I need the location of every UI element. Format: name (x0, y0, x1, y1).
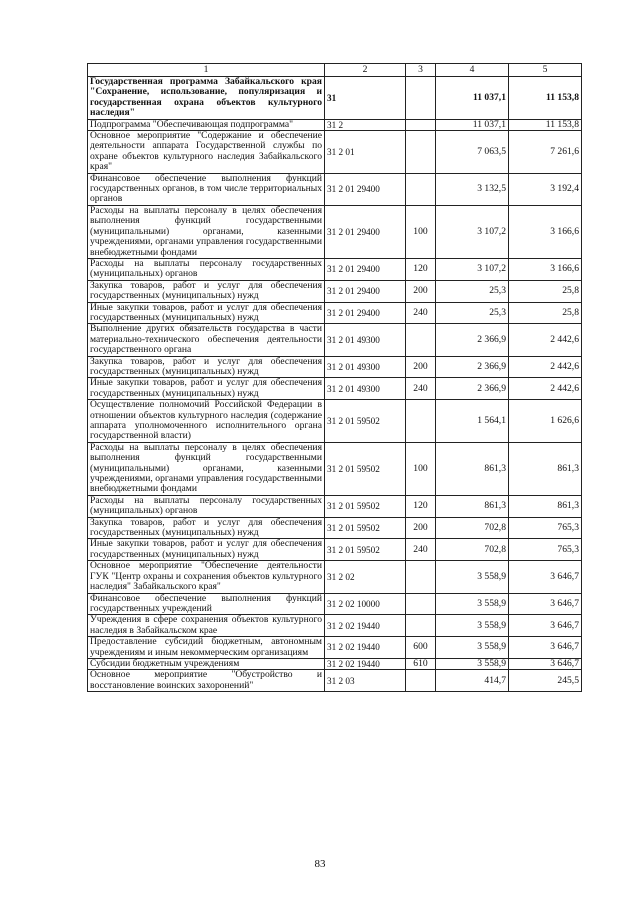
row-value-col4: 861,3 (436, 442, 509, 495)
row-expense-type (406, 561, 436, 593)
row-expense-type: 240 (406, 539, 436, 561)
row-expense-type: 600 (406, 637, 436, 659)
budget-table-body (88, 64, 582, 692)
row-value-col4: 861,3 (436, 495, 509, 517)
row-name: Расходы на выплаты персоналу в целях обеспечения выполнения функций государственными (муниципальными) органами, казенными учреждениями, органами управления государственными внебюджетными фондами (88, 205, 325, 258)
row-name: Иные закупки товаров, работ и услуг для обеспечения государственных (муниципальных) нужд (88, 539, 325, 561)
row-name: Подпрограмма "Обеспечивающая подпрограмма" (88, 119, 325, 130)
row-name: Расходы на выплаты персоналу государственных (муниципальных) органов (88, 258, 325, 280)
row-name: Выполнение других обязательств государства в части материально-технического обеспечения деятельности государственного органа (88, 324, 325, 356)
table-row (88, 637, 582, 659)
table-row (88, 670, 582, 692)
column-number-4: 4 (436, 64, 509, 77)
row-name: Основное мероприятие "Обеспечение деятельности ГУК "Центр охраны и сохранения объектов культурного наследия" Забайкальского края" (88, 561, 325, 593)
table-row (88, 324, 582, 356)
row-name: Закупка товаров, работ и услуг для обеспечения государственных (муниципальных) нужд (88, 280, 325, 302)
row-value-col5: 11 153,8 (509, 119, 582, 130)
row-value-col5: 3 646,7 (509, 658, 582, 669)
row-value-col4: 11 037,1 (436, 77, 509, 120)
row-value-col4: 25,3 (436, 280, 509, 302)
row-value-col4: 3 558,9 (436, 561, 509, 593)
table-row (88, 280, 582, 302)
row-expense-type: 610 (406, 658, 436, 669)
row-value-col5: 2 442,6 (509, 324, 582, 356)
table-row (88, 615, 582, 637)
row-value-col4: 2 366,9 (436, 356, 509, 378)
column-number-row (88, 64, 582, 77)
table-row (88, 400, 582, 443)
row-expense-type (406, 400, 436, 443)
row-name: Расходы на выплаты персоналу в целях обеспечения выполнения функций государственными (муниципальными) органами, казенными учреждениями, органами управления государственными внебюджетными фондами (88, 442, 325, 495)
row-value-col5: 1 626,6 (509, 400, 582, 443)
row-value-col5: 245,5 (509, 670, 582, 692)
row-code: 31 2 02 19440 (325, 615, 406, 637)
row-code: 31 2 01 59502 (325, 495, 406, 517)
table-row (88, 302, 582, 324)
row-code: 31 2 01 59502 (325, 442, 406, 495)
table-row (88, 205, 582, 258)
row-expense-type (406, 119, 436, 130)
row-code: 31 2 01 29400 (325, 280, 406, 302)
row-value-col5: 2 442,6 (509, 378, 582, 400)
row-name: Закупка товаров, работ и услуг для обеспечения государственных (муниципальных) нужд (88, 517, 325, 539)
row-name: Иные закупки товаров, работ и услуг для обеспечения государственных (муниципальных) нужд (88, 302, 325, 324)
row-value-col4: 702,8 (436, 517, 509, 539)
row-code: 31 2 02 19440 (325, 637, 406, 659)
row-value-col5: 765,3 (509, 539, 582, 561)
row-code: 31 2 01 (325, 131, 406, 174)
row-expense-type (406, 615, 436, 637)
row-value-col5: 3 192,4 (509, 173, 582, 205)
row-value-col5: 3 166,6 (509, 258, 582, 280)
row-code: 31 2 03 (325, 670, 406, 692)
row-name: Основное мероприятие "Обустройство и восстановление воинских захоронений" (88, 670, 325, 692)
table-row (88, 77, 582, 120)
row-name: Осуществление полномочий Российской Федерации в отношении объектов культурного наследия (содержание аппарата уполномоченного исполнительного органа государственной власти) (88, 400, 325, 443)
row-value-col4: 3 107,2 (436, 258, 509, 280)
row-value-col5: 3 646,7 (509, 637, 582, 659)
row-value-col5: 3 646,7 (509, 593, 582, 615)
row-expense-type: 240 (406, 302, 436, 324)
row-value-col4: 2 366,9 (436, 324, 509, 356)
row-value-col5: 25,8 (509, 302, 582, 324)
row-expense-type: 100 (406, 442, 436, 495)
row-value-col4: 3 558,9 (436, 593, 509, 615)
column-number-5: 5 (509, 64, 582, 77)
row-expense-type (406, 77, 436, 120)
row-value-col5: 11 153,8 (509, 77, 582, 120)
row-code: 31 2 02 (325, 561, 406, 593)
row-code: 31 2 02 19440 (325, 658, 406, 669)
row-value-col4: 3 132,5 (436, 173, 509, 205)
row-expense-type (406, 670, 436, 692)
row-expense-type: 240 (406, 378, 436, 400)
table-row (88, 173, 582, 205)
row-expense-type: 200 (406, 280, 436, 302)
row-code: 31 2 01 29400 (325, 205, 406, 258)
row-value-col4: 7 063,5 (436, 131, 509, 174)
row-value-col4: 702,8 (436, 539, 509, 561)
row-expense-type: 200 (406, 356, 436, 378)
row-value-col5: 3 646,7 (509, 561, 582, 593)
row-value-col5: 7 261,6 (509, 131, 582, 174)
row-code: 31 2 01 59502 (325, 539, 406, 561)
row-value-col5: 861,3 (509, 495, 582, 517)
row-code: 31 2 01 49300 (325, 356, 406, 378)
table-row (88, 593, 582, 615)
row-value-col4: 11 037,1 (436, 119, 509, 130)
row-value-col4: 1 564,1 (436, 400, 509, 443)
row-name: Иные закупки товаров, работ и услуг для обеспечения государственных (муниципальных) нужд (88, 378, 325, 400)
row-value-col5: 861,3 (509, 442, 582, 495)
row-code: 31 2 01 59502 (325, 517, 406, 539)
row-code: 31 2 (325, 119, 406, 130)
row-expense-type: 120 (406, 258, 436, 280)
row-name: Учреждения в сфере сохранения объектов культурного наследия в Забайкальском крае (88, 615, 325, 637)
row-name: Государственная программа Забайкальского края "Сохранение, использование, популяризация и государственная охрана объектов культурного наследия" (88, 77, 325, 120)
row-expense-type (406, 131, 436, 174)
row-expense-type: 120 (406, 495, 436, 517)
table-row (88, 258, 582, 280)
table-row (88, 539, 582, 561)
column-number-1: 1 (88, 64, 325, 77)
column-number-2: 2 (325, 64, 406, 77)
row-value-col5: 3 166,6 (509, 205, 582, 258)
table-row (88, 356, 582, 378)
row-value-col4: 2 366,9 (436, 378, 509, 400)
row-value-col4: 3 558,9 (436, 658, 509, 669)
row-code: 31 2 01 49300 (325, 378, 406, 400)
row-value-col4: 25,3 (436, 302, 509, 324)
budget-table (87, 63, 582, 692)
table-row (88, 378, 582, 400)
row-name: Основное мероприятие "Содержание и обеспечение деятельности аппарата Государственной службы по охране объектов культурного наследия Забайкальского края" (88, 131, 325, 174)
row-name: Закупка товаров, работ и услуг для обеспечения государственных (муниципальных) нужд (88, 356, 325, 378)
table-row (88, 119, 582, 130)
row-value-col4: 3 558,9 (436, 637, 509, 659)
table-row (88, 658, 582, 669)
table-row (88, 561, 582, 593)
table-row (88, 517, 582, 539)
row-expense-type (406, 324, 436, 356)
table-row (88, 131, 582, 174)
row-expense-type: 200 (406, 517, 436, 539)
page-number: 83 (314, 858, 326, 870)
row-value-col5: 765,3 (509, 517, 582, 539)
row-code: 31 2 01 29400 (325, 258, 406, 280)
row-code: 31 2 01 59502 (325, 400, 406, 443)
row-value-col5: 25,8 (509, 280, 582, 302)
row-code: 31 2 01 29400 (325, 302, 406, 324)
row-name: Расходы на выплаты персоналу государственных (муниципальных) органов (88, 495, 325, 517)
row-value-col4: 414,7 (436, 670, 509, 692)
row-name: Финансовое обеспечение выполнения функций государственных учреждений (88, 593, 325, 615)
row-value-col5: 3 646,7 (509, 615, 582, 637)
row-value-col4: 3 107,2 (436, 205, 509, 258)
table-row (88, 495, 582, 517)
row-code: 31 2 01 29400 (325, 173, 406, 205)
row-name: Субсидии бюджетным учреждениям (88, 658, 325, 669)
row-expense-type (406, 173, 436, 205)
row-name: Предоставление субсидий бюджетным, автономным учреждениям и иным некоммерческим организациям (88, 637, 325, 659)
row-expense-type: 100 (406, 205, 436, 258)
row-value-col4: 3 558,9 (436, 615, 509, 637)
row-expense-type (406, 593, 436, 615)
column-number-3: 3 (406, 64, 436, 77)
row-value-col5: 2 442,6 (509, 356, 582, 378)
row-name: Финансовое обеспечение выполнения функций государственных органов, в том числе территориальных органов (88, 173, 325, 205)
row-code: 31 (325, 77, 406, 120)
row-code: 31 2 01 49300 (325, 324, 406, 356)
table-row (88, 442, 582, 495)
row-code: 31 2 02 10000 (325, 593, 406, 615)
